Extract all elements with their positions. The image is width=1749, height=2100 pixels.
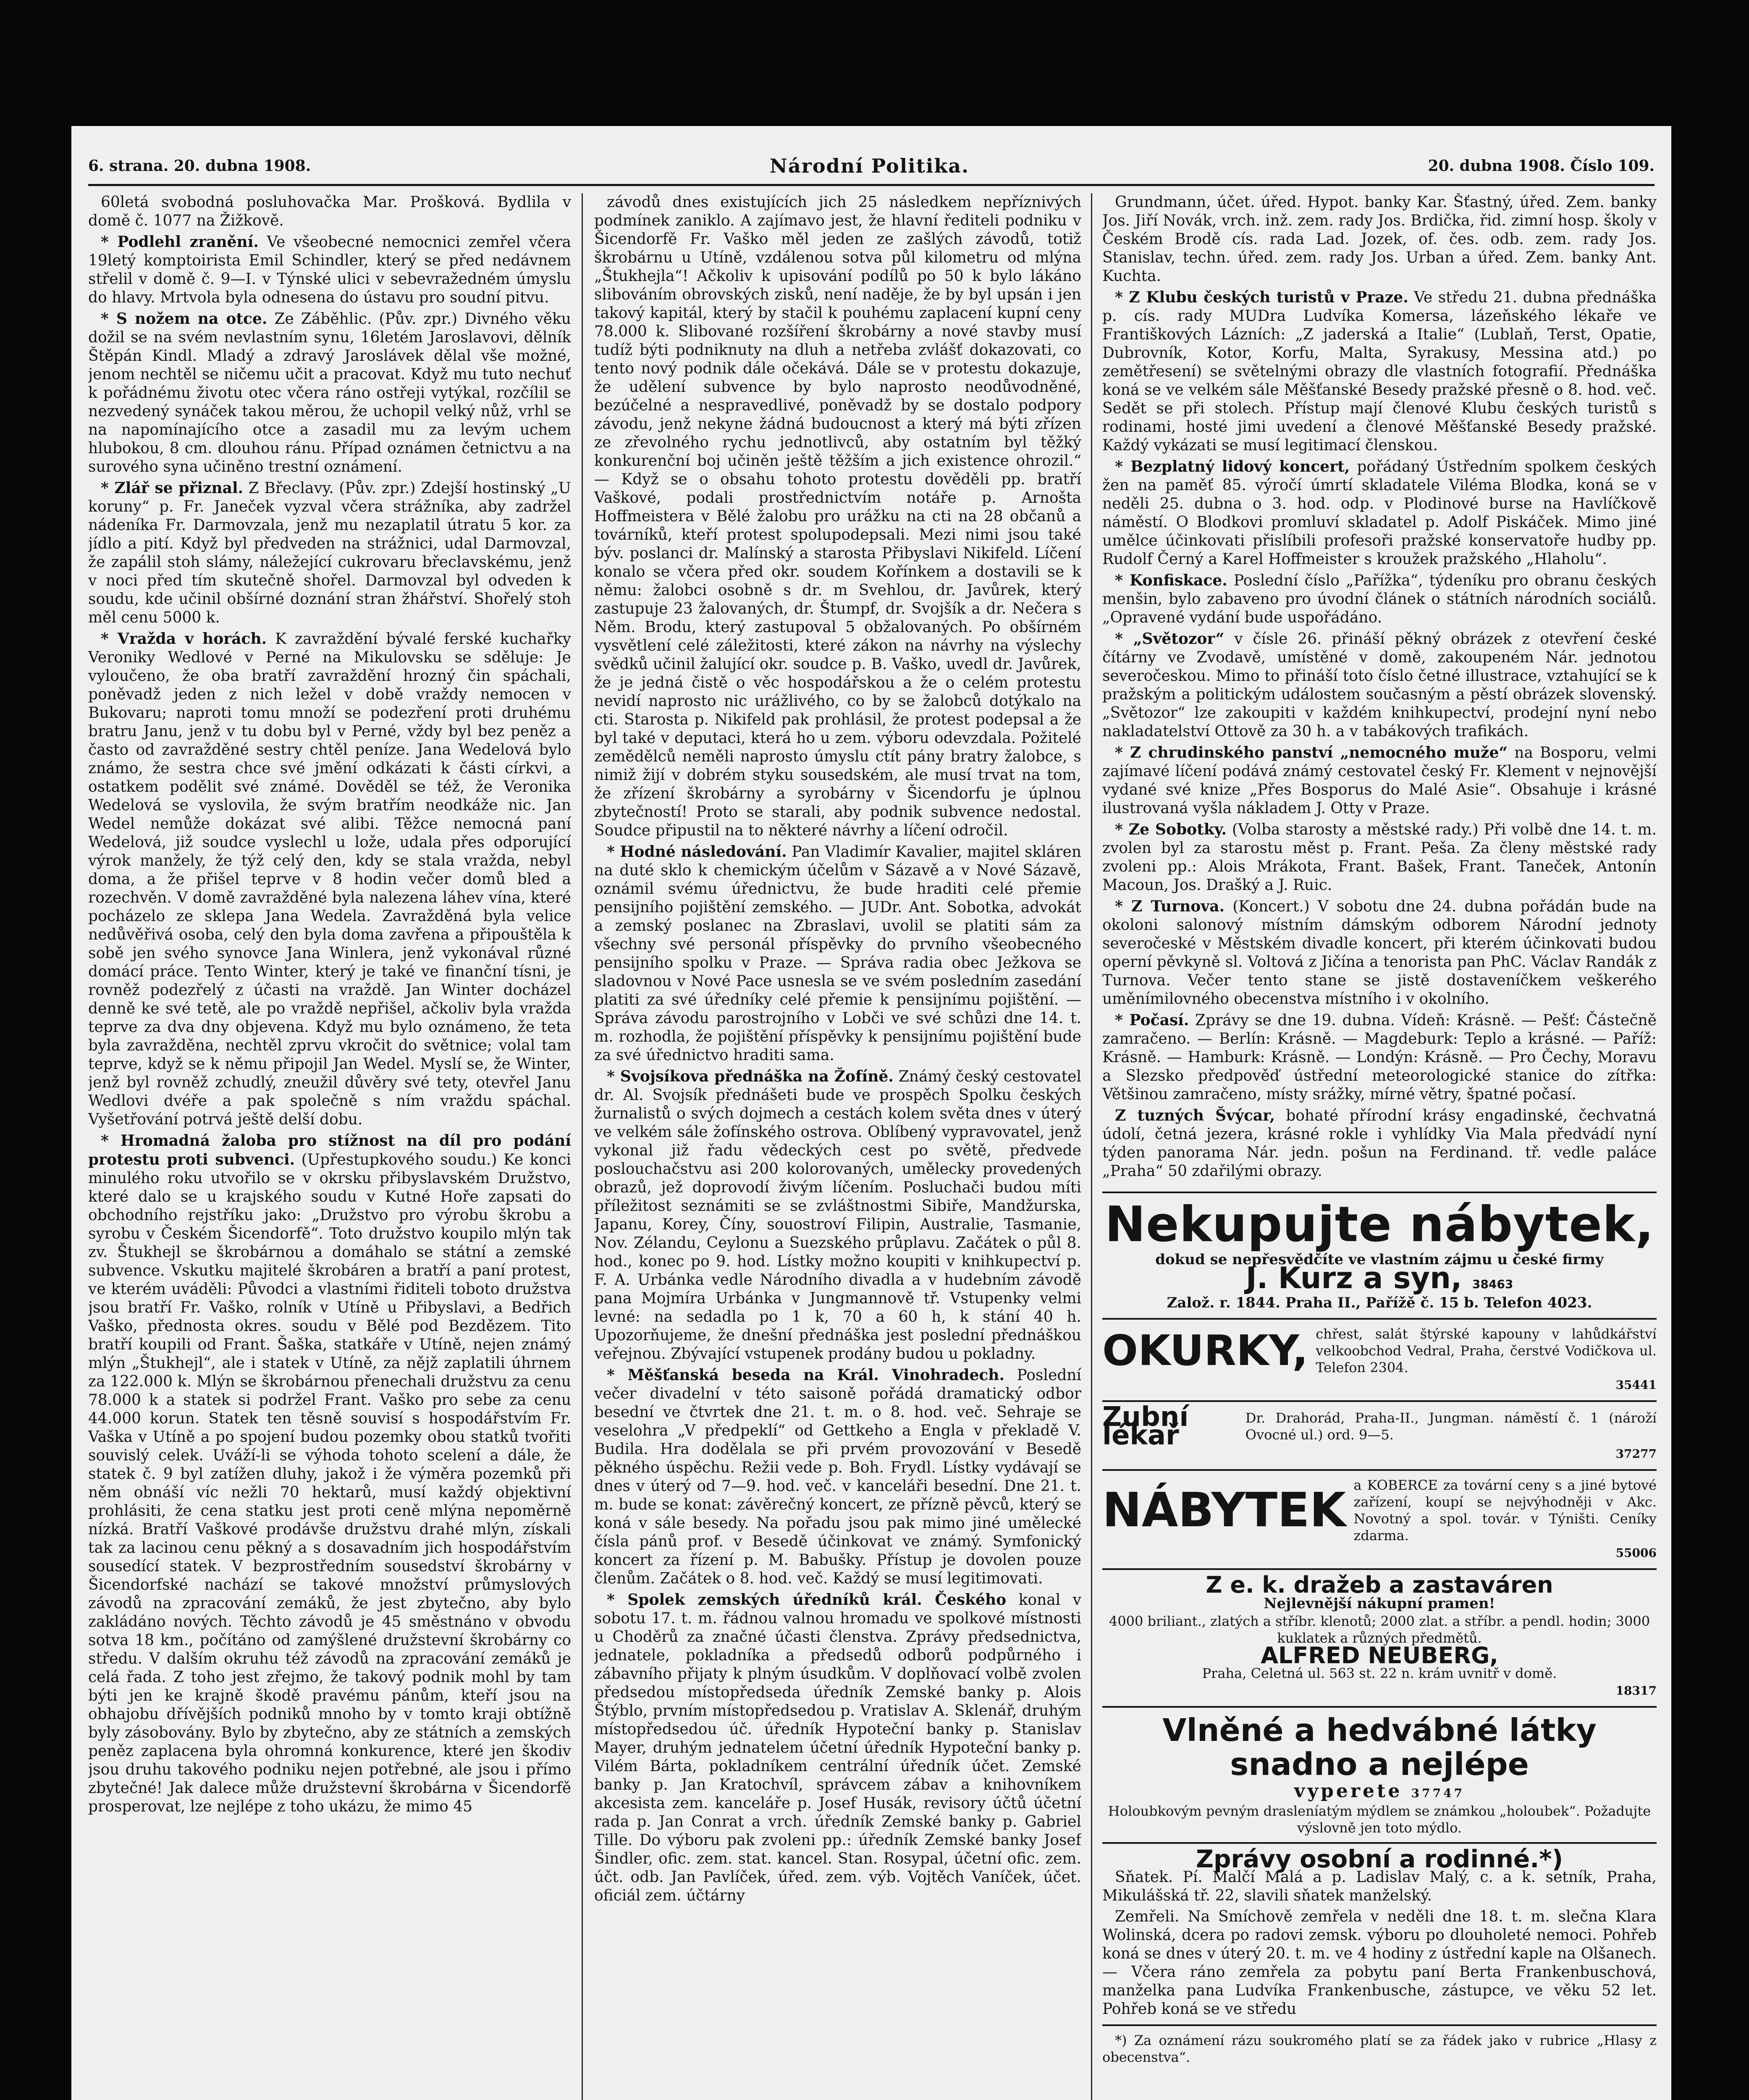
article-heading: Z tuzných Švýcar, [1115, 1107, 1275, 1124]
column-3-articles [1102, 193, 1657, 1181]
article-paragraph [1102, 897, 1657, 1008]
advertisements [1102, 1192, 1657, 2066]
ad-nabytek2 [1102, 1477, 1657, 1544]
article-text: (Volba starosty a městské rady.) Při volbě dne 14. t. m. zvolen byl za starostu měst p. Frant. Peša. Za členy městské rady zvoleni pp.: Alois Mrákota, Frant. Bašek, Frant. Taneček, Antonín Macoun, Jos. Drašký a J. Ruic. [1102, 821, 1657, 894]
ad-nabytek-address: Založ. r. 1844. Praha II., Pařížě č. 15 b. Telefon 4023. [1167, 1294, 1592, 1311]
ad-vlnene-title-2: snadno a nejlépe [1230, 1746, 1529, 1783]
header-right: 20. dubna 1908. Číslo 109. [1428, 157, 1655, 175]
article-heading: * Spolek zemských úředníků král. Českého [607, 1591, 1007, 1609]
ad-vlnene-title-1: Vlněné a hedvábné látky [1162, 1712, 1597, 1748]
ad-zck-firm: ALFRED NEUBERG, [1261, 1642, 1498, 1669]
article-heading: * Z Klubu českých turistů v Praze. [1115, 289, 1408, 306]
article-text: Z Břeclavy. (Pův. zpr.) Zdejší hostinský „U koruny“ p. Fr. Janeček vyzval včera strážníka, aby zadržel nádeníka Fr. Darmovzala, jenž mu nezaplatil útratu 5 kor. za jídlo a pití. Když byl předveden na strážnici, udal Darmovzal, že zapálil stoh slámy, náležející cukrovaru břeclavskému, jenž v noci před tím skutečně shořel. Darmovzal byl odveden k soudu, kde učinil obšírné doznání stran žhářství. Shořelý stoh měl cenu 5000 k. [88, 480, 571, 626]
column-2 [594, 193, 1081, 2100]
ad-okurky-text: chřest, salát štýrské kapouny v lahůdkářství velkoobchod Vedral, Praha, čerstvé Vodičkova ul. Telefon 2304. [1316, 1326, 1657, 1376]
article-heading: * Z chrudinského panství „nemocného muže“ [1115, 744, 1508, 761]
zpravy-zemreli: Zemřeli. Na Smíchově zemřela v neděli dne 18. t. m. slečna Klara Wolinská, dcera po radovi zemsk. výboru po dlouholeté nemoci. Pohřeb koná se dnes v úterý 20. t. m. ve 4 hodiny z ústřední kaple na Olšanech. — Včera ráno zemřela za pobytu paní Berta Frankenbuschová, manželka pana Ludvíka Frankenbusche, zástupce, ve věku 52 let. Pohřeb koná se ve středu [1102, 1908, 1657, 2018]
article-heading: * Ze Sobotky. [1115, 821, 1227, 838]
article-paragraph [594, 1067, 1081, 1363]
ad-nabytek2-title: NÁBYTEK [1102, 1483, 1346, 1538]
article-paragraph [1102, 743, 1657, 818]
article-paragraph [594, 1366, 1081, 1588]
column-1 [88, 193, 571, 2100]
article-paragraph [594, 843, 1081, 1065]
article-text: v čísle 26. přináší pěkný obrázek z otevření české čítárny ve Zvodavě, umístěné v domě, zakoupeném Nár. jednotou severočeskou. Mimo to přináší toto číslo četné illustrace, vztahující se k pražským a politickým událostem současným a pěstí obrázek slovenský. „Světozor“ lze zakoupiti v každém knihkupectví, prodejní nyní nebo nakladatelství Ottově za 30 h. a v tabákových trafikách. [1102, 630, 1657, 740]
ad-zubni-text: Dr. Drahorád, Praha-II., Jungman. náměstí č. 1 (nároží Ovocné ul.) ord. 9—5. [1245, 1410, 1657, 1443]
article-heading: * Konfiskace. [1115, 572, 1227, 589]
article-heading: * Z Turnova. [1115, 898, 1225, 915]
column-3 [1102, 193, 1657, 2100]
article-paragraph [1102, 630, 1657, 741]
article-paragraph [594, 193, 1081, 840]
article-text: Grundmann, účet. úřed. Hypot. banky Kar. Šťastný, úřed. Zem. banky Jos. Jiří Novák, vrch. inž. zem. rady Jos. Brdička, řid. zimní hosp. školy v Českém Brodě cís. rada Lad. Jozek, of. čes. odb. zem. rady Jos. Stanislav, techn. úřed. zem. rady Jos. Urban a úřed. Zem. banky Ant. Kuchta. [1102, 194, 1657, 285]
article-heading: * Hromadná žaloba pro stížnost na díl pro podání protestu proti subvenci. [88, 1132, 571, 1168]
article-paragraph [594, 1591, 1081, 1905]
column-divider [1091, 193, 1092, 2100]
article-paragraph [1102, 1011, 1657, 1104]
ad-zubni [1102, 1401, 1657, 1451]
ad-divider [1102, 1706, 1657, 1708]
header-rule [88, 184, 1655, 186]
article-text: závodů dnes existujících jich 25 následkem nepříznivých podmínek zaniklo. A zajímavo jest, že hlavní řediteli podniku v Šicendorfě Fr. Vaško měl jeden ze zašlých závodů, totiž škrobárnu u Utíně, vzdálenou sotva půl kilometru od mlýna „Štukhejla“! Ačkoliv k upisování podílů po 50 k bylo lákáno slibováním obrovských zisků, není naděje, že by byl upsán i jen takový kapitál, který by stačil k pouhému zaplacení kupní ceny 78.000 k. Slibované rozšíření škrobárny a nové stavby musí tudíž býti podniknuty na dluh a netřeba zvlášť dokazovati, co tento nový podnik dále očekává. Dále se v protestu dokazuje, že udělení subvence by bylo naprosto neodůvodněné, bezúčelné a nespravedlivé, poněvadž by se dostalo podpory závodu, jenž nekyne žádná budoucnost a který má býti zřízen ze zřevolného rychu jednotlivců, aby ostatním byl těžký konkurenční boj učiněn ještě těžším a jich existence ohrozil.“ — Když se o obsahu tohoto protestu dověděli pp. bratří Vaškové, podali prostřednictvím notáře p. Arnošta Hoffmeistera v Bělé žalobu pro urážku na cti na 28 občanů a továrníků, kteří protest spolupodepsali. Mezi nimi jsou také býv. poslanci dr. Malínský a starosta Přibyslavi Nikifeld. Líčení konalo se včera před okr. soudem Kořínkem a dostavili se k němu: žalobci osobně s dr. m Svehlou, dr. Javůrek, který zastupuje 23 žalovaných, dr. Štumpf, dr. Svojšík a dr. Nečera s Něm. Brodu, který zastupoval 5 obžalovaných. Po obšírném vysvětlení celé záležitosti, které zákon na návrhy na výslechy svědků učinil žalující okr. soudce p. B. Vaško, uvedl dr. Javůrek, že je jedná čistě o věc hospodářskou a že o celém protestu nevidí naprosto nic urážlivého, co by se žalobců dotýkalo na cti. Starosta p. Nikifeld pak prohlásil, že protest podepsal a že byl také v deputaci, která ho u zem. výboru odevzdala. Požitelé zemědělců neměli naprosto úmyslu ctít pány bratry žalobce, s nimiž žijí v dobrém styku sousedském, ale musí trvat na tom, že zřízení škrobárny a syrobárny v Šicendorfu je úplnou zbytečností! Proto se starali, aby podnik subvence nedostal. Soudce připustil na to některé návrhy a líčení odročil. [594, 194, 1081, 839]
ad-vlnene-text: Holoubkovým pevným drasleníatým mýdlem se známkou „holoubek“. Požadujte výslovně jen toto mýdlo. [1108, 1803, 1651, 1836]
ad-nabytek-firm: J. Kurz a syn, 38463 [1246, 1260, 1513, 1295]
article-paragraph [1102, 288, 1657, 455]
article-paragraph [1102, 193, 1657, 286]
article-text: 60letá svobodná posluhovačka Mar. Prošková. Bydlila v domě č. 1077 na Žižkově. [88, 194, 571, 229]
article-heading: * Hodné následování. [607, 843, 787, 861]
article-text: K zavraždění bývalé ferské kuchařky Veroniky Wedlové v Perné na Mikulovsku se sděluje: Je vyloučeno, že oba bratří zavraždění hrozný čin spáchali, poněvadž jeden z nich ležel v době vraždy nemocen v Bukovaru; naproti tomu množí se podezření proti druhému bratru Janu, jenž v tu dobu byl v Perné, vždy byl bez peněz a často od zavražděné sestry chtěl peníze. Jana Wedelová bylo známo, že sestra chce své jmění odkázati k části církvi, a ostatkem podělit své známé. Dověděl se též, že Veronika Wedelová se vyslovila, že svým bratřím neodkáže nic. Jan Wedel nemůže dokázat své alibi. Těžce nemocná paní Wedelová, již soudce vyslechl u lože, udala přes odporující výrok manžely, že týž celý den, kdy se stala vražda, nebyl doma, a že přišel teprve v 8 hodin večer domů bled a rozechvěn. V domě zavražděné byla nalezena láhev vína, které pocházelo ze sklepa Jana Wedela. Zavražděná byla velice nedůvěřivá osoba, celý den byla doma zavřena a připouštěla k sobě jen svého synovce Jana Winlera, jenž vykonával různé domácí práce. Tento Winter, který je také ve finanční tísni, je rovněž podezřelý z účasti na vraždě. Jan Winter docházel denně ke své tetě, ale po vraždě nepřišel, ačkoliv byla vražda teprve za dva dny objevena. Když mu bylo oznámeno, že teta byla zavražděna, nechtěl zprvu vkročit do světnice; volal tam teprve, když se k němu připojil Jan Wedel. Myslí se, že Winter, jenž byl rovněž zchudlý, zneužil důvěry své tety, otevřel Janu Wedlovi dvéře a pak společně s ním vraždu spáchal. Vyšetřování potrvá ještě delší dobu. [88, 630, 571, 1128]
article-text: Známý český cestovatel dr. Al. Svojsík přednášeti bude ve prospěch Spolku českých žurnalistů o svých dojmech a cestách kolem světa dnes v úterý ve velkém sále žofínského ostrova. Oblíbený vypravovatel, jenž vykonal již řadu vědeckých cest po světě, předvede poslouchačstvu asi 200 kolorovaných, umělecky provedených obrazů, jež doprovodí živým líčením. Posluchači budou míti příležitost seznámiti se se zvláštnostmi Sibiře, Mandžurska, Japanu, Korey, Číny, souostroví Filipin, Australie, Tasmanie, Nov. Zélandu, Ceylonu a Suezského průplavu. Začátek o půl 8. hod., konec po 9. hod. Lístky možno koupiti v knihkupectví p. F. A. Urbánka vedle Národního divadla a v hudebním závodě pana Mojmíra Urbánka v Jungmannově tř. Vstupenky velmi levné: na sedadla po 1 k, 70 a 60 h, k stání 40 h. Upozorňujeme, že dnešní přednáška jest poslední přednáškou veřejnou. Zbývající vstupenek prodány budou u pokladny. [594, 1068, 1081, 1362]
ad-nabytek-sub: dokud se nepřesvědčíte ve vlastním zájmu u české firmy [1155, 1251, 1604, 1268]
article-heading: * „Světozor“ [1115, 630, 1225, 648]
article-heading: * Svojsíkova přednáška na Žofíně. [607, 1068, 894, 1085]
zpravy-snatek: Sňatek. Pí. Malčí Malá a p. Ladislav Malý, c. a k. setník, Praha, Mikulášská tř. 22, slavili sňatek manželský. [1102, 1868, 1657, 1904]
article-paragraph [88, 1131, 571, 1816]
ad-code: 38463 [1472, 1277, 1513, 1291]
ad-nabytek-title: Nekupujte nábytek, [1104, 1196, 1655, 1253]
article-text: Pan Vladimír Kavalier, majitel skláren na duté sklo k chemickým účelům v Sázavě a v Nové Sázavě, oznámil svému úřednictvu, že bude hraditi celé přemie pensijního pojištění zemského. — JUDr. Ant. Sobotka, advokát a zemský poslanec na Zbraslavi, uvolil se platiti sám za všechny své personál příspěvky do prvního všeobecného pensijního spolku v Praze. — Správa radia obec Ježkova se sladovnou v Nové Pace usnesla se ve svém posledním zasedání platiti za své úředníky celé přemie k pensijnímu pojištění. — Správa závodu parostrojního v Lobči ve své schůzi dne 14. t. m. rozhodla, že pojištění příspěvky k pensijnímu pojištění bude za své úřednictvo hraditi sama. [594, 843, 1081, 1064]
article-text: pořádaný Ústředním spolkem českých žen na paměť 85. výročí úmrtí skladatele Viléma Blodka, koná se v neděli 25. dubna o 3. hod. odp. v Plodinové burse na Havlíčkově náměstí. O Blodkovi promluví skladatel p. Adolf Piskáček. Mimo jiné umělce účinkovati přislíbili profesoři pražské konservatoře hudby pp. Rudolf Černý a Karel Hoffmeister s kroužek pražského „Hlaholu“. [1102, 458, 1657, 568]
ad-okurky-title: OKURKY, [1102, 1326, 1308, 1375]
article-text: Zprávy se dne 19. dubna. Vídeň: Krásně. — Pešť: Částečně zamračeno. — Berlín: Krásně. — Magdeburk: Teplo a krásné. — Paříž: Krásně. — Hamburk: Krásně. — Londýn: Krásně. — Pro Čechy, Moravu a Slezsko předpověď ústřední meteorologické stanice do zítřka: Většinou zamračeno, místy srážky, mírné větry, špatné počasí. [1102, 1012, 1657, 1103]
ad-code: 18317 [1615, 1683, 1657, 1698]
article-heading: * Vražda v horách. [101, 630, 267, 648]
ad-divider [1102, 1842, 1657, 1844]
page-header [88, 151, 1655, 181]
article-text: (Koncert.) V sobotu dne 24. dubna pořádán bude na okoloni salonový místním dámským odborem Národní jednoty severočeské v Městském divadle koncert, při kterém účinkovati budou operní pěvkyně sl. Voltová z Jičína a tenorista pan PhC. Václav Randák z Turnova. Večer tento stane se jistě dostaveníčkem veškerého uměnímilovného obecenstva místního i v okolního. [1102, 898, 1657, 1008]
article-paragraph [1102, 820, 1657, 895]
article-paragraph [1102, 571, 1657, 627]
article-heading: * Zlář se přiznal. [101, 479, 244, 497]
ad-divider [1102, 1318, 1657, 1320]
ad-zck-title: Z e. k. dražeb a zastaváren [1206, 1571, 1553, 1598]
article-paragraph [88, 193, 571, 230]
ad-nabytek2-text: a KOBERCE za tovární ceny s a jiné bytové zařízení, koupí se nejvýhodněji v Akc. Novotný a spol. továr. v Týništi. Ceníky zdarma. [1353, 1477, 1657, 1544]
article-text: Poslední číslo „Pařížka“, týdeníku pro obranu českých menšin, bylo zabaveno pro úvodní článek o státních národních sociálů. „Opravené vydání bude uspořádáno. [1102, 572, 1657, 626]
ad-code: 37277 [1615, 1446, 1657, 1461]
section-title-zpravy: Zprávy osobní a rodinné.*) [1196, 1844, 1563, 1873]
article-paragraph [88, 310, 571, 476]
ad-vlnene-sub: vyperete 37747 [1294, 1780, 1465, 1802]
article-text: na Bosporu, velmi zajímavé líčení podává známý cestovatel český Fr. Klement v nejnovější vydané své knize „Přes Bosporus do Malé Asie“. Obsahuje i krásné ilustrovaná vyšla nákladem J. Otty v Praze. [1102, 744, 1657, 817]
article-heading: * S nožem na otce. [101, 310, 267, 328]
newspaper-page [71, 126, 1671, 2100]
article-heading: * Počasí. [1115, 1011, 1189, 1029]
column-divider [582, 193, 583, 2100]
article-text: Ze Záběhlic. (Pův. zpr.) Divného věku dožil se na svém nevlastním synu, 16letém Jaroslavovi, dělník Štěpán Kindl. Mladý a zdravý Jaroslávek dělal vše možné, jenom nechtěl se ničemu učit a pracovat. Když mu tuto nechuť k pořádnému životu otec včera ráno ostřeji vytýkal, rozčílil se nezvedený synáček takou měrou, že uchopil velký nůž, vrhl se na napomínajícího otce a zasadil mu za levým uchem hlubokou, 8 cm. dlouhou ránu. Případ oznámen četnictvu a na surového syna učiněno trestní oznámení. [88, 310, 571, 475]
article-paragraph [88, 630, 571, 1129]
zpravy-footnote: *) Za oznámení rázu soukromého platí se za řádek jako v rubrice „Hlasy z obecenstva“. [1102, 2032, 1657, 2065]
article-text: Ve všeobecné nemocnici zemřel včera 19letý komptoirista Emil Schindler, který se před nedávnem střelil v domě č. 9—I. v Týnské ulici v sebevražedném úmyslu do hlavy. Mrtvola byla odnesena do ústavu pro soudní pitvu. [88, 234, 571, 306]
ad-zubni-title: Zubní lékař [1102, 1401, 1189, 1451]
ad-code: 37747 [1411, 1786, 1465, 1800]
article-text: (Upřestupkového soudu.) Ke konci minulého roku utvořilo se v okrsku přibyslavském Družstvo, které dalo se u krajského soudu v Kutné Hoře zapsati do obchodního rejstříku jako: „Družstvo pro výrobu škrobu a syrobu v Českém Šicendorfě“. Toto družstvo koupilo mlýn tak zv. Štukhejl se škrobárnou a domáhalo se státní a zemské subvence. Vskutku majitelé škrobáren a bratří a paní protest, ve kterém uváděli: Původci a vlastními řiditeli toboto družstva jsou bratří Fr. Vaško, rolník v Utíně u Přibyslavi, a Bedřich Vaško, přednosta okres. soudu v Bělé pod Bezdězem. Tito bratří koupili od Frant. Šaška, statkáře v Utíně, nejen známý mlýn „Štukhejl“, ale i statek v Utíně, za nějž zaplatili úhrnem za 122.000 k. Mlýn se škrobárnou přenechali družstvu za cenu 78.000 k a statek si podržel Frant. Vaško pro sebe za cenu 44.000 korun. Statek ten těsně souvisí s hospodářstvím Fr. Vaška v Utíně a po spojení budou pozemky obou statků tvořiti souvislý celek. Uváží-li se výhoda tohoto scelení a dále, že statek č. 9 byl zatížen dluhy, jakož i že výměra pozemků při něm obnáší víc nežli 70 hektarů, musí každý objektivní prohlásiti, že cena statku jest proti ceně mlýna nepoměrně nízká. Bratří Vaškové prodávše družstvu drahé mlýn, získali tak za lacinou cenu pěkný a s dosavadním jich hospodářstvím sousedící statek. V bezprostředním sousedství škrobárny v Šicendorfské nachází se takové množství průmyslových závodů na zpracování zemáků, že jest zbytečno, aby bylo zakládáno nových. Těchto závodů je 45 směstnáno v obvodu sotva 18 km., počítáno od zamýšlené družstevní škrobárny co středu. V dalším okruhu též závodů na zpracování zemáků je celá řada. Z toho jest zřejmo, že takový podnik mohl by tam býti jen ke krajně škodě pravému pánům, kteří jsou na obhajobu dřívějších podniků mnoho by v tomto kraji obtížně byly zásobovány. Bylo by zbytečno, aby ze státních a zemských peněz zaplacena byla ohromná konkurence, které jen škodiv jsou druhu takového podniku nejen potřebné, ale jsou i přímo zbytečné! Jak dalece může družstevní škrobárna v Šicendorfě prosperovat, lze nejlépe z toho ukázu, že mimo 45 [88, 1151, 571, 1815]
ad-zck-address: Praha, Celetná ul. 563 st. 22 n. krám uvnitř v domě. [1202, 1665, 1557, 1681]
article-text: Ve středu 21. dubna přednáška p. cís. rady MUDra Ludvíka Komersa, lázeňského lékaře ve Františkových Lázních: „Z jaderská a Italie“ (Lublaň, Terst, Opatie, Dubrovník, Kotor, Korfu, Malta, Syrakusy, Messina atd.) po zemětřesení) se světelnými obrazy dle vlastních fotografií. Přednáška koná se ve velkém sále Měšťanské Besedy pražské přesně o 8. hod. več. Sedět se při stolech. Přístup mají členové Klubu českých turistů s rodinami, hosté jimi uvedení a členové Měšťanské Besedy pražské. Každý vykázati se musí legitimací členskou. [1102, 289, 1657, 454]
article-heading: * Podlehl zranění. [101, 233, 259, 251]
ad-divider [1102, 1568, 1657, 1570]
article-text: Poslední večer divadelní v této saisoně pořádá dramatický odbor besední ve čtvrtek dne 21. t. m. o 8. hod. več. Sehraje se veselohra „V předpeklí“ od Gettkeho a Engla v překladě V. Budila. Hra dodělala se při prvém provozování v Besedě pěkného úspěchu. Režii vede p. Boh. Frydl. Lístky vydávají se dnes v úterý od 7—9. hod. več. v kanceláři besední. Dne 21. t. m. bude se konat: závěrečný koncert, ze přízně pěvců, který se koná v sále besedy. Na pořadu jsou pak mimo jiné umělecké čísla pánů prof. v Besedě účinkovat ve známý. Symfonický koncert za řízení p. M. Babušky. Přístup je dovolen pouze členům. Začátek o 8. hod. več. Každý se musí legitimovati. [594, 1367, 1081, 1587]
article-text: bohaté přírodní krásy engadinské, čechvatná údolí, četná jezera, krásné rokle i vyhlídky Via Mala předvádí nyní týden panorama Nár. jedn. pošun na Ferdinand. tř. vedle paláce „Praha“ 50 zdařilými obrazy. [1102, 1107, 1657, 1180]
article-paragraph [1102, 457, 1657, 569]
header-left: 6. strana. 20. dubna 1908. [88, 157, 311, 175]
ad-code: 55006 [1615, 1546, 1657, 1560]
article-heading: * Měšťanská beseda na Král. Vinohradech. [607, 1366, 1004, 1384]
ad-divider [1102, 1192, 1657, 1193]
ad-divider [1102, 2024, 1657, 2026]
masthead: Národní Politika. [769, 155, 970, 177]
article-text: konal v sobotu 17. t. m. řádnou valnou hromadu ve spolkové místnosti u Choděrů za značné účasti členstva. Zprávy předsednictva, jednatele, pokladníka a předsedů odborů podpůrného i zábavního přijaty k plným úsudkům. V doplňovací volbě zvolen předsedou místopředseda úředník Zemské banky p. Alois Štýblo, prvním místopředsedou p. Vratislav A. Sklenář, druhým místopředsedou úč. úředník Hypoteční banky p. Stanislav Mayer, druhým jednatelem účetní úředník Hypoteční banky p. Vilém Bárta, pokladníkem centrální úředník účet. Zemské banky p. Jan Kratochvíl, správcem zábav a knihovníkem akcesista zem. kanceláře p. Josef Husák, revisory účtů účetní rada p. Jan Conrat a vrch. úředník Zemské banky p. Gabriel Tille. Do výboru pak zvoleni pp.: úředník Zemské banky Josef Šindler, ofic. zem. stat. kancel. Stan. Rosypal, účetní ofic. zem. účt. odb. Jan Pavlíček, úřed. zem. výb. Vojtěch Vaníček, účet. oficiál zem. účtárny [594, 1591, 1081, 1904]
article-paragraph [88, 233, 571, 307]
ad-code: 35441 [1615, 1378, 1657, 1392]
article-paragraph [88, 479, 571, 627]
ad-okurky [1102, 1326, 1657, 1376]
article-heading: * Bezplatný lidový koncert, [1115, 458, 1350, 475]
ad-divider [1102, 1469, 1657, 1471]
ad-zck-sub: Nejlevnější nákupní pramen! [1264, 1595, 1495, 1612]
article-paragraph [1102, 1106, 1657, 1181]
ad-zck-text: 4000 briliant., zlatých a stříbr. klenotů; 2000 zlat. a stříbr. a pendl. hodin; 3000 kuklatek a různých předmětů. [1109, 1613, 1650, 1646]
